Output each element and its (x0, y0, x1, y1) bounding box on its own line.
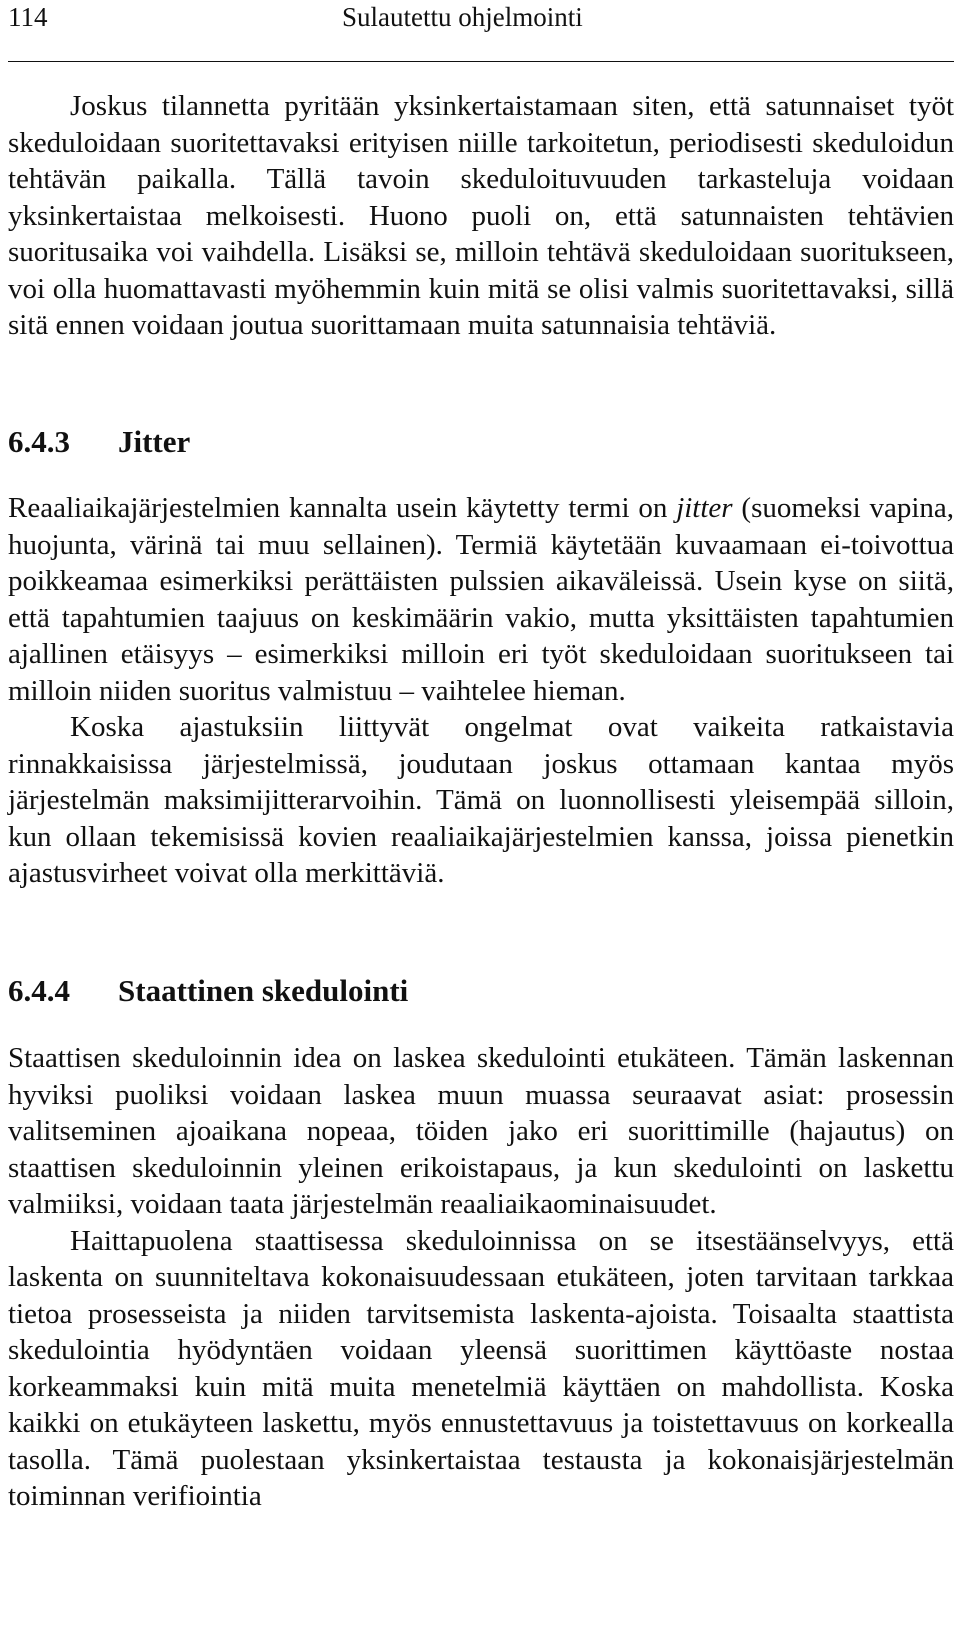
intro-paragraph: Joskus tilannetta pyritään yksinkertaistamaan siten, että satunnaiset työt skeduloidaan suoritettavaksi erityisen niille tarkoitetun, periodisesti skeduloidun tehtävän paikalla. Tällä tavoin skeduloituvuuden tarkasteluja voidaan yksinkertaistaa melkoisesti. Huono puoli on, että satunnaisten tehtävien suoritusaika voi vaihdella. Lisäksi se, milloin tehtävä skeduloidaan suoritukseen, voi olla huomattavasti myöhemmin kuin mitä se olisi valmis suoritettavaksi, sillä sitä ennen voidaan joutua suorittamaan muita satunnaisia tehtäviä. (8, 90, 954, 341)
section-heading-static (8, 973, 408, 1009)
jitter-p1-before: Reaaliaikajärjestelmien kannalta usein käytetty termi on (8, 492, 677, 524)
section-number: 6.4.3 (8, 424, 70, 459)
section-number: 6.4.4 (8, 973, 70, 1008)
static-paragraph-1: Staattisen skeduloinnin idea on laskea skedulointi etukäteen. Tämän laskennan hyviksi puoliksi voidaan laskea muun muassa seuraavat asiat: prosessin valitseminen ajoaikana nopeaa, töiden jako eri suorittimille (hajautus) on staattisen skeduloinnin yleinen erikoistapaus, ja kun skedulointi on laskettu valmiiksi, voidaan taata järjestelmän reaaliaikaominaisuudet. (8, 1042, 954, 1220)
jitter-paragraph-2: Koska ajastuksiin liittyvät ongelmat ovat vaikeita ratkaistavia rinnakkaisissa järjestelmissä, joudutaan joskus ottamaan kantaa myös järjestelmän maksimijitterarvoihin. Tämä on luonnollisesti yleisempää silloin, kun ollaan tekemisissä kovien reaaliaikajärjestelmien kanssa, joissa pienetkin ajastusvirheet voivat olla merkittäviä. (8, 711, 954, 889)
running-header (8, 0, 954, 52)
jitter-term: jitter (676, 492, 733, 524)
header-divider (8, 61, 954, 62)
chapter-title: Sulautettu ohjelmointi (342, 2, 583, 32)
static-section (8, 1040, 954, 1515)
jitter-section (8, 490, 954, 892)
section-heading-jitter (8, 424, 190, 460)
static-paragraph-2: Haittapuolena staattisessa skeduloinnissa on se itsestäänselvyys, että laskenta on suunniteltava kokonaisuudessaan etukäteen, joten tarvitaan tarkkaa tietoa prosesseista ja niiden tarvitsemista laskenta-ajoista. Toisaalta staattista skedulointia hyödyntäen voidaan yleensä suorittimen käyttöaste nostaa korkeammaksi kuin mitä muita menetelmiä käyttäen on mahdollista. Koska kaikki on etukäyteen laskettu, myös ennustettavuus ja toistettavuus on korkealla tasolla. Tämä puolestaan yksinkertaistaa testausta ja kokonaisjärjestelmän toiminnan verifiointia (8, 1224, 954, 1512)
intro-section (8, 88, 954, 344)
page-number: 114 (8, 2, 48, 32)
jitter-p1-after: (suomeksi vapina, huojunta, värinä tai muu sellainen). Termiä käytetään kuvaamaan ei-toivottua poikkeamaa esimerkiksi perättäisten pulssien aikaväleissä. Usein kyse on siitä, että tapahtumien taajuus on keskimäärin vakio, mutta yksittäisten tapahtumien ajallinen etäisyys – esimerkiksi milloin eri työt skeduloidaan suoritukseen tai milloin niiden suoritus valmistuu – vaihtelee hieman. (8, 492, 955, 707)
section-title: Staattinen skedulointi (118, 973, 409, 1008)
jitter-paragraph-1 (8, 490, 954, 709)
document-page (8, 0, 955, 1512)
section-title: Jitter (118, 424, 191, 459)
